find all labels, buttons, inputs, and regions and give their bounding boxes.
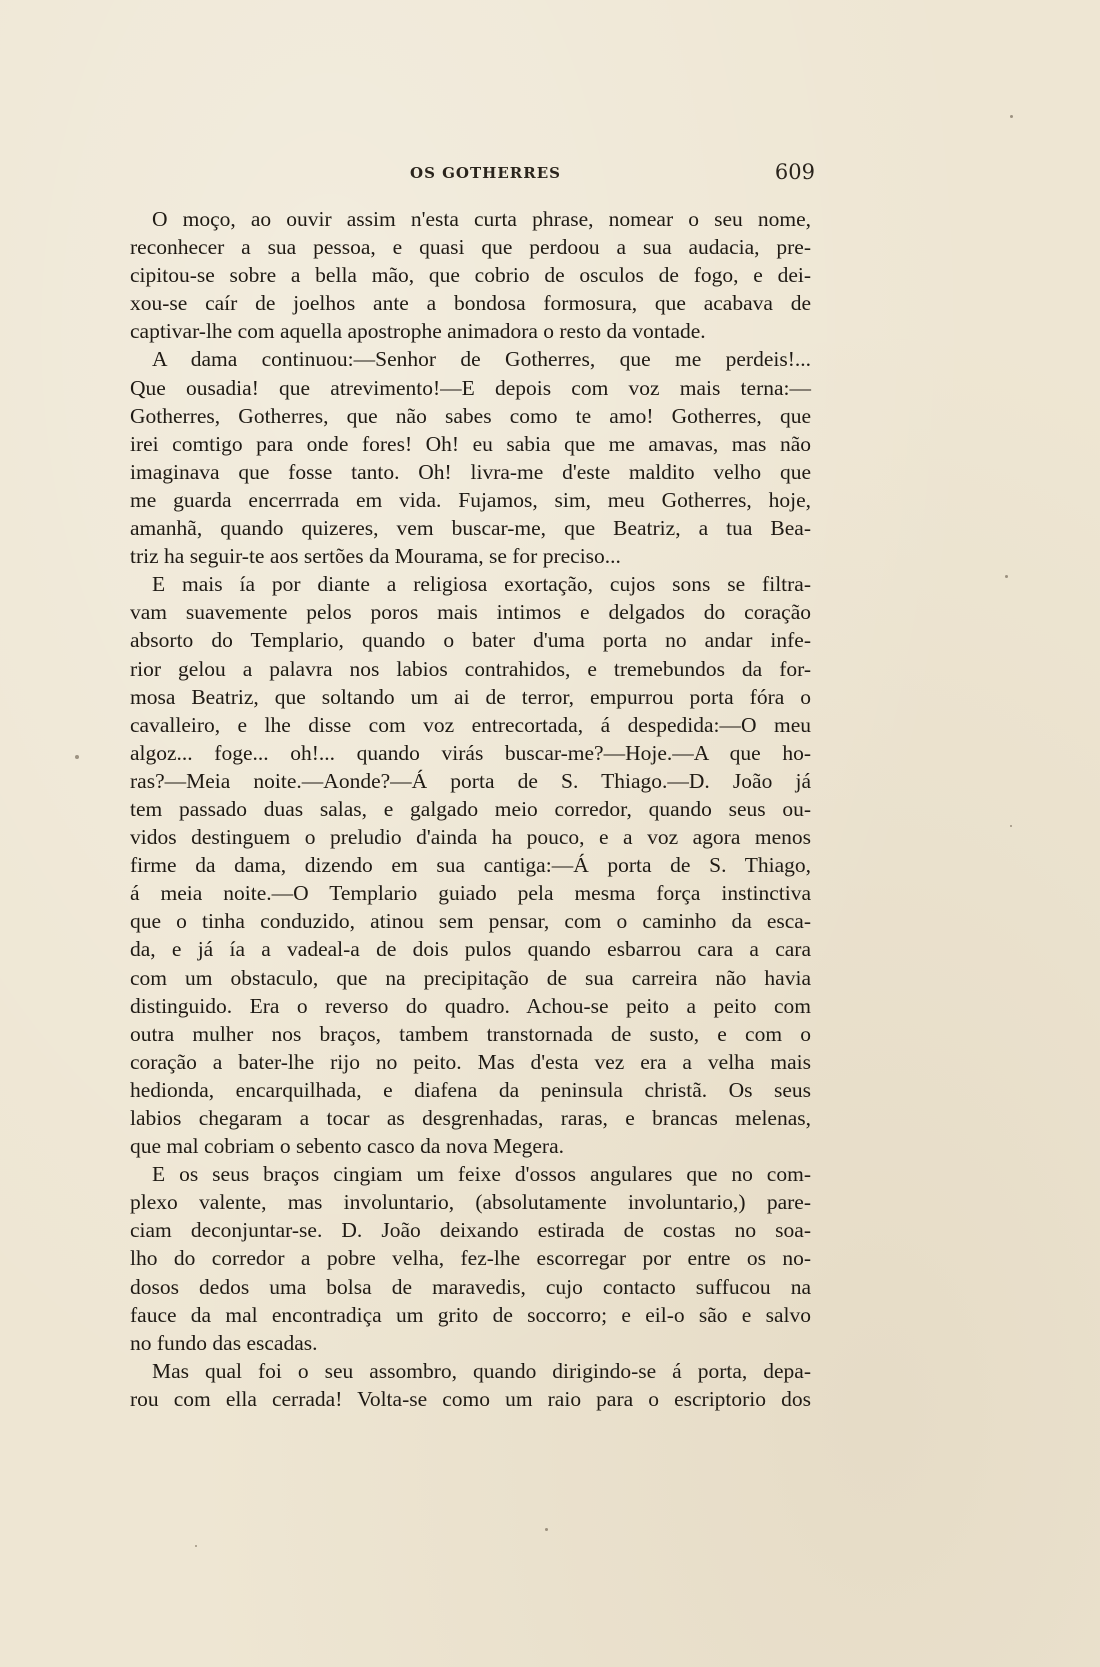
text-line: da, e já ía a vadeal-a de dois pulos quando esbarrou cara a cara: [130, 937, 811, 962]
text-line: tem passado duas salas, e galgado meio corredor, quando seus ou-: [130, 796, 811, 821]
text-line: Que ousadia! que atrevimento!—E depois com voz mais terna:—: [130, 375, 811, 400]
text-line: algoz... foge... oh!... quando virás buscar-me?—Hoje.—A que ho-: [130, 740, 811, 765]
text-line: E os seus braços cingiam um feixe d'ossos angulares que no com-: [152, 1162, 811, 1187]
text-line: xou-se caír de joelhos ante a bondosa formosura, que acabava de: [130, 291, 811, 316]
text-line: cipitou-se sobre a bella mão, que cobrio de osculos de fogo, e dei-: [130, 263, 811, 288]
text-line: firme da dama, dizendo em sua cantiga:—Á porta de S. Thiago,: [130, 853, 811, 878]
text-line: vidos destinguem o preludio d'ainda ha pouco, e a voz agora menos: [130, 825, 811, 850]
paper-speck: [195, 1545, 197, 1547]
paper-speck: [1010, 825, 1012, 827]
page-header: [130, 160, 815, 186]
text-line: A dama continuou:—Senhor de Gotherres, que me perdeis!...: [152, 347, 811, 372]
text-line: vam suavemente pelos poros mais intimos e delgados do coração: [130, 600, 811, 625]
paper-speck: [1010, 115, 1013, 118]
page-number: 609: [774, 160, 815, 184]
text-line: no fundo das escadas.: [130, 1330, 318, 1355]
text-line: captivar-lhe com aquella apostrophe animadora o resto da vontade.: [130, 319, 706, 344]
paragraph: [130, 1160, 811, 1357]
text-line: Gotherres, Gotherres, que não sabes como te amo! Gotherres, que: [130, 403, 811, 428]
text-line: ras?—Meia noite.—Aonde?—Á porta de S. Thiago.—D. João já: [130, 768, 811, 793]
text-line: rou com ella cerrada! Volta-se como um raio para o escriptorio dos: [130, 1386, 811, 1411]
paper-speck: [1005, 575, 1008, 578]
text-line: cavalleiro, e lhe disse com voz entrecortada, á despedida:—O meu: [130, 712, 811, 737]
text-line: Mas qual foi o seu assombro, quando dirigindo-se á porta, depa-: [152, 1358, 811, 1383]
body-text: [130, 205, 811, 1413]
paragraph: [130, 205, 811, 345]
running-title: OS GOTHERRES: [410, 164, 561, 182]
text-line: imaginava que fosse tanto. Oh! livra-me d'este maldito velho que: [130, 459, 811, 484]
text-line: que mal cobriam o sebento casco da nova Megera.: [130, 1134, 565, 1159]
text-line: lho do corredor a pobre velha, fez-lhe escorregar por entre os no-: [130, 1246, 811, 1271]
text-line: labios chegaram a tocar as desgrenhadas, raras, e brancas melenas,: [130, 1106, 811, 1130]
text-line: triz ha seguir-te aos sertões da Mourama, se for preciso...: [130, 544, 621, 569]
text-line: com um obstaculo, que na precipitação de sua carreira não havia: [130, 965, 811, 990]
text-line: outra mulher nos braços, tambem transtornada de susto, e com o: [130, 1021, 811, 1046]
text-line: coração a bater-lhe rijo no peito. Mas d'esta vez era a velha mais: [130, 1049, 811, 1074]
paragraph: [130, 570, 811, 1160]
text-line: mosa Beatriz, que soltando um ai de terror, empurrou porta fóra o: [130, 684, 811, 709]
text-line: absorto do Templario, quando o bater d'uma porta no andar infe-: [130, 628, 811, 653]
text-line: reconhecer a sua pessoa, e quasi que perdoou a sua audacia, pre-: [130, 235, 811, 260]
text-line: me guarda encerrrada em vida. Fujamos, sim, meu Gotherres, hoje,: [130, 487, 811, 512]
text-line: irei comtigo para onde fores! Oh! eu sabia que me amavas, mas não: [130, 431, 811, 456]
text-line: fauce da mal encontradiça um grito de soccorro; e eil-o são e salvo: [130, 1302, 811, 1327]
text-line: hedionda, encarquilhada, e diafena da peninsula christã. Os seus: [130, 1077, 811, 1102]
text-line: O moço, ao ouvir assim n'esta curta phrase, nomear o seu nome,: [152, 207, 811, 231]
paragraph: [130, 345, 811, 570]
paragraph: [130, 1357, 811, 1413]
text-line: á meia noite.—O Templario guiado pela mesma força instinctiva: [130, 881, 811, 906]
text-line: E mais ía por diante a religiosa exortação, cujos sons se filtra-: [152, 572, 811, 597]
text-line: rior gelou a palavra nos labios contrahidos, e tremebundos da for-: [130, 656, 811, 681]
text-line: que o tinha conduzido, atinou sem pensar, com o caminho da esca-: [130, 909, 811, 934]
text-line: dosos dedos uma bolsa de maravedis, cujo contacto suffucou na: [130, 1274, 811, 1299]
text-line: amanhã, quando quizeres, vem buscar-me, que Beatriz, a tua Bea-: [130, 516, 811, 541]
paper-speck: [75, 755, 79, 759]
text-line: distinguido. Era o reverso do quadro. Achou-se peito a peito com: [130, 993, 811, 1018]
paper-speck: [545, 1528, 548, 1531]
text-line: ciam deconjuntar-se. D. João deixando estirada de costas no soa-: [130, 1218, 811, 1243]
text-line: plexo valente, mas involuntario, (absolutamente involuntario,) pare-: [130, 1190, 811, 1215]
